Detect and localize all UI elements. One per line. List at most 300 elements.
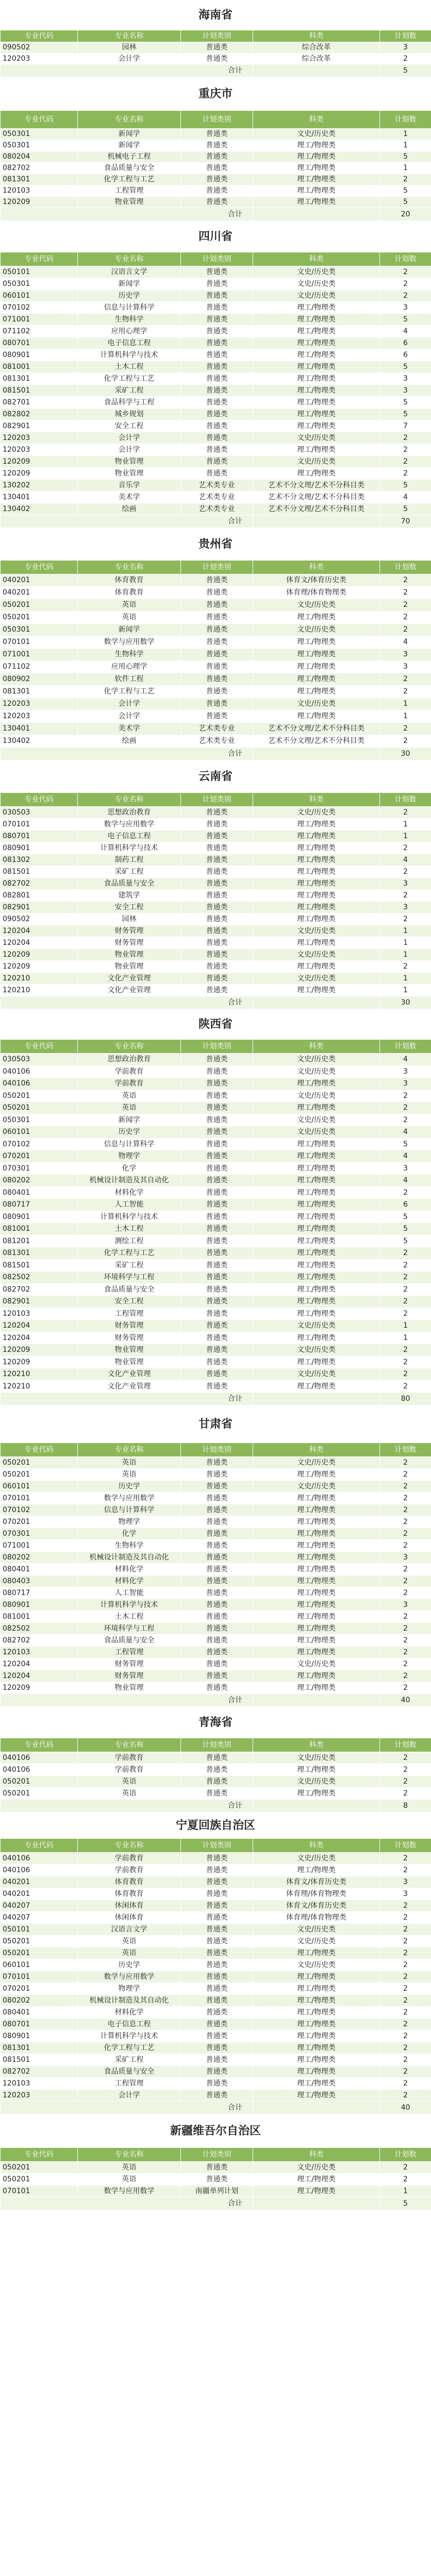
column-header: 专业代码 — [1, 1040, 78, 1054]
cell-plan-type: 艺术类专业 — [181, 492, 253, 503]
table-row — [1, 1995, 431, 2007]
table-row — [1, 1924, 431, 1936]
cell-count: 2 — [380, 1947, 431, 1959]
table-row — [1, 2162, 431, 2174]
cell-subject: 文史/历史类 — [253, 456, 380, 468]
cell-count: 5 — [380, 1235, 431, 1247]
table-row — [1, 2042, 431, 2054]
cell-plan-type: 普通类 — [181, 1504, 253, 1516]
cell-plan-type: 普通类 — [181, 1126, 253, 1139]
cell-major: 物理学 — [78, 1983, 181, 1995]
table-row — [1, 1138, 431, 1150]
cell-plan-type: 普通类 — [181, 1065, 253, 1078]
cell-subject: 理工/物理类 — [253, 314, 380, 326]
cell-count: 5 — [380, 197, 431, 208]
cell-code: 040106 — [1, 1865, 78, 1876]
cell-count: 2 — [380, 2066, 431, 2078]
table-row — [1, 1272, 431, 1284]
cell-code: 120203 — [1, 698, 78, 710]
cell-major: 数学与应用数学 — [78, 819, 181, 831]
cell-count: 2 — [380, 890, 431, 902]
cell-subject: 艺术不分文理/艺术不分科目类 — [253, 492, 380, 503]
cell-count: 6 — [380, 337, 431, 349]
cell-code: 070102 — [1, 1138, 78, 1150]
cell-code: 082901 — [1, 420, 78, 432]
cell-count: 1 — [380, 985, 431, 996]
table-row — [1, 349, 431, 361]
cell-plan-type: 普通类 — [181, 1175, 253, 1187]
cell-code: 050201 — [1, 1457, 78, 1469]
cell-subject: 理工/物理类 — [253, 385, 380, 397]
cell-code: 120209 — [1, 1356, 78, 1368]
cell-subject: 文史/历史类 — [253, 599, 380, 612]
table-row — [1, 686, 431, 698]
cell-plan-type: 普通类 — [181, 163, 253, 174]
cell-count: 5 — [380, 1223, 431, 1235]
cell-plan-type: 普通类 — [181, 661, 253, 673]
table-row — [1, 492, 431, 503]
cell-count: 2 — [380, 1296, 431, 1308]
cell-count: 1 — [380, 949, 431, 961]
cell-count: 2 — [380, 1283, 431, 1296]
column-header: 专业名称 — [78, 793, 181, 807]
cell-major: 物理学 — [78, 1516, 181, 1528]
cell-major: 信息与计算科学 — [78, 302, 181, 314]
cell-code: 070102 — [1, 302, 78, 314]
cell-plan-type: 普通类 — [181, 2174, 253, 2185]
cell-code: 120103 — [1, 1308, 78, 1320]
cell-major: 安全工程 — [78, 902, 181, 913]
table-row — [1, 432, 431, 444]
cell-major: 采矿工程 — [78, 385, 181, 397]
table-row — [1, 2174, 431, 2185]
cell-major: 历史学 — [78, 290, 181, 302]
cell-major: 新闻学 — [78, 140, 181, 151]
cell-plan-type: 普通类 — [181, 1912, 253, 1924]
total-spacer — [253, 996, 380, 1009]
table-row — [1, 842, 431, 854]
cell-subject: 文史/历史类 — [253, 1065, 380, 1078]
cell-major: 英语 — [78, 1776, 181, 1788]
cell-major: 学前教育 — [78, 1078, 181, 1090]
table-row — [1, 913, 431, 925]
table-row — [1, 1187, 431, 1199]
cell-code: 040201 — [1, 1876, 78, 1888]
cell-major: 新闻学 — [78, 1114, 181, 1126]
cell-major: 园林 — [78, 42, 181, 54]
table-row — [1, 1368, 431, 1381]
table-row — [1, 673, 431, 686]
total-count: 30 — [380, 748, 431, 760]
total-spacer — [253, 1800, 380, 1812]
cell-count: 3 — [380, 649, 431, 661]
cell-subject: 体育理/体育物理类 — [253, 1912, 380, 1924]
cell-subject: 理工/物理类 — [253, 163, 380, 174]
cell-count: 5 — [380, 409, 431, 420]
cell-count: 2 — [380, 2054, 431, 2066]
table-header-row — [1, 30, 431, 42]
cell-major: 物业管理 — [78, 197, 181, 208]
cell-plan-type: 普通类 — [181, 361, 253, 373]
column-header: 专业代码 — [1, 2148, 78, 2162]
cell-subject: 理工/物理类 — [253, 2030, 380, 2042]
cell-major: 物业管理 — [78, 1356, 181, 1368]
column-header: 计划类别 — [181, 30, 253, 42]
cell-code: 130202 — [1, 480, 78, 492]
cell-code: 080401 — [1, 1187, 78, 1199]
cell-code: 070301 — [1, 1162, 78, 1175]
cell-code: 081001 — [1, 361, 78, 373]
cell-major: 食品质量与安全 — [78, 2066, 181, 2078]
cell-code: 080901 — [1, 2030, 78, 2042]
cell-plan-type: 普通类 — [181, 624, 253, 636]
table-row — [1, 1126, 431, 1139]
cell-count: 2 — [380, 278, 431, 290]
table-row — [1, 807, 431, 819]
cell-major: 会计学 — [78, 432, 181, 444]
cell-major: 测绘工程 — [78, 1235, 181, 1247]
cell-count: 2 — [380, 1764, 431, 1776]
cell-code: 060101 — [1, 1959, 78, 1971]
cell-plan-type: 普通类 — [181, 587, 253, 599]
table-row — [1, 1788, 431, 1800]
cell-plan-type: 普通类 — [181, 1211, 253, 1223]
cell-code: 070101 — [1, 1971, 78, 1983]
cell-subject: 文史/历史类 — [253, 129, 380, 140]
cell-code: 080901 — [1, 1599, 78, 1611]
column-header: 专业代码 — [1, 793, 78, 807]
cell-subject: 艺术不分文理/艺术不分科目类 — [253, 723, 380, 735]
province-section — [0, 2114, 431, 2210]
table-row — [1, 1235, 431, 1247]
cell-subject: 理工/物理类 — [253, 349, 380, 361]
cell-count: 2 — [380, 1504, 431, 1516]
column-header: 计划数 — [380, 793, 431, 807]
total-count: 30 — [380, 996, 431, 1009]
cell-plan-type: 普通类 — [181, 326, 253, 337]
table-row — [1, 574, 431, 587]
cell-plan-type: 普通类 — [181, 1764, 253, 1776]
cell-subject: 体育文/体育历史类 — [253, 1876, 380, 1888]
plan-table — [0, 30, 431, 77]
table-row — [1, 1078, 431, 1090]
cell-plan-type: 普通类 — [181, 1380, 253, 1393]
cell-major: 物业管理 — [78, 961, 181, 973]
cell-subject: 理工/物理类 — [253, 1308, 380, 1320]
column-header: 计划类别 — [181, 111, 253, 129]
cell-major: 物理学 — [78, 1150, 181, 1163]
table-row — [1, 1199, 431, 1211]
table-row — [1, 2185, 431, 2197]
cell-plan-type: 普通类 — [181, 1247, 253, 1260]
cell-code: 080701 — [1, 337, 78, 349]
cell-major: 计算机科学与技术 — [78, 1599, 181, 1611]
cell-count: 3 — [380, 902, 431, 913]
cell-plan-type: 普通类 — [181, 1469, 253, 1481]
cell-code: 130401 — [1, 723, 78, 735]
cell-plan-type: 普通类 — [181, 2066, 253, 2078]
plan-table — [0, 792, 431, 1009]
cell-count: 3 — [380, 385, 431, 397]
cell-plan-type: 普通类 — [181, 1272, 253, 1284]
cell-plan-type: 普通类 — [181, 686, 253, 698]
cell-major: 电子信息工程 — [78, 2019, 181, 2030]
cell-major: 学前教育 — [78, 1865, 181, 1876]
cell-subject: 文史/历史类 — [253, 949, 380, 961]
cell-major: 材料化学 — [78, 2007, 181, 2019]
column-header: 科类 — [253, 793, 380, 807]
total-count: 40 — [380, 2102, 431, 2114]
cell-count: 2 — [380, 1752, 431, 1764]
cell-major: 休闲体育 — [78, 1912, 181, 1924]
cell-plan-type: 普通类 — [181, 456, 253, 468]
cell-count: 2 — [380, 866, 431, 878]
cell-subject: 理工/物理类 — [253, 420, 380, 432]
cell-count: 6 — [380, 349, 431, 361]
total-label: 合计 — [1, 1694, 253, 1707]
cell-major: 文化产业管理 — [78, 973, 181, 985]
cell-code: 120209 — [1, 197, 78, 208]
table-row — [1, 2066, 431, 2078]
total-label: 合计 — [1, 996, 253, 1009]
cell-count: 2 — [380, 1457, 431, 1469]
cell-major: 英语 — [78, 599, 181, 612]
cell-code: 070102 — [1, 1504, 78, 1516]
table-header-row — [1, 561, 431, 574]
province-title: 新疆维吾尔自治区 — [170, 2124, 261, 2138]
cell-plan-type: 艺术类专业 — [181, 723, 253, 735]
cell-code: 080701 — [1, 2019, 78, 2030]
cell-subject: 文史/历史类 — [253, 1344, 380, 1357]
cell-plan-type: 普通类 — [181, 1102, 253, 1114]
cell-plan-type: 普通类 — [181, 1187, 253, 1199]
cell-subject: 理工/物理类 — [253, 1162, 380, 1175]
cell-code: 120210 — [1, 973, 78, 985]
cell-count: 4 — [380, 1150, 431, 1163]
province-section — [0, 1707, 431, 1812]
cell-subject: 理工/物理类 — [253, 185, 380, 197]
cell-major: 数学与应用数学 — [78, 1971, 181, 1983]
cell-subject: 理工/物理类 — [253, 397, 380, 409]
cell-plan-type: 普通类 — [181, 185, 253, 197]
cell-count: 1 — [380, 698, 431, 710]
table-header-row — [1, 2148, 431, 2162]
cell-subject: 理工/物理类 — [253, 1272, 380, 1284]
cell-subject: 理工/物理类 — [253, 1528, 380, 1540]
cell-subject: 理工/物理类 — [253, 854, 380, 866]
cell-plan-type: 普通类 — [181, 1223, 253, 1235]
cell-major: 安全工程 — [78, 1296, 181, 1308]
table-row — [1, 1054, 431, 1066]
cell-plan-type: 普通类 — [181, 866, 253, 878]
cell-count: 3 — [380, 878, 431, 890]
cell-plan-type: 普通类 — [181, 1344, 253, 1357]
cell-major: 会计学 — [78, 2090, 181, 2102]
cell-count: 5 — [380, 480, 431, 492]
province-title: 四川省 — [198, 230, 233, 243]
column-header: 专业名称 — [78, 2148, 181, 2162]
cell-code: 120204 — [1, 925, 78, 937]
cell-subject: 艺术不分文理/艺术不分科目类 — [253, 735, 380, 748]
cell-code: 080701 — [1, 831, 78, 842]
cell-plan-type: 普通类 — [181, 1865, 253, 1876]
cell-major: 美术学 — [78, 723, 181, 735]
table-row — [1, 1623, 431, 1635]
cell-subject: 理工/物理类 — [253, 1635, 380, 1647]
cell-count: 2 — [380, 1380, 431, 1393]
cell-count: 1 — [380, 163, 431, 174]
table-row — [1, 53, 431, 64]
table-row — [1, 1332, 431, 1344]
cell-code: 120209 — [1, 949, 78, 961]
table-row — [1, 1587, 431, 1599]
cell-plan-type: 艺术类专业 — [181, 480, 253, 492]
cell-major: 新闻学 — [78, 129, 181, 140]
cell-plan-type: 普通类 — [181, 337, 253, 349]
cell-code: 050201 — [1, 2174, 78, 2185]
table-row — [1, 1853, 431, 1865]
cell-major: 化学工程与工艺 — [78, 686, 181, 698]
cell-code: 081501 — [1, 866, 78, 878]
plan-table — [0, 1443, 431, 1707]
cell-major: 文化产业管理 — [78, 1380, 181, 1393]
cell-major: 化学工程与工艺 — [78, 373, 181, 385]
cell-plan-type: 普通类 — [181, 302, 253, 314]
cell-count: 2 — [380, 456, 431, 468]
cell-plan-type: 普通类 — [181, 649, 253, 661]
cell-code: 070101 — [1, 636, 78, 649]
table-row — [1, 1900, 431, 1912]
cell-plan-type: 南疆单列计划 — [181, 2185, 253, 2197]
cell-count: 5 — [380, 151, 431, 163]
cell-major: 环境科学与工程 — [78, 1272, 181, 1284]
cell-major: 学前教育 — [78, 1764, 181, 1776]
cell-plan-type: 普通类 — [181, 1900, 253, 1912]
cell-code: 120204 — [1, 1658, 78, 1670]
cell-count: 5 — [380, 1138, 431, 1150]
cell-major: 绘画 — [78, 735, 181, 748]
cell-count: 2 — [380, 735, 431, 748]
cell-count: 2 — [380, 1587, 431, 1599]
column-header: 专业名称 — [78, 30, 181, 42]
cell-major: 财务管理 — [78, 937, 181, 949]
cell-subject: 理工/物理类 — [253, 444, 380, 456]
cell-plan-type: 普通类 — [181, 599, 253, 612]
cell-subject: 理工/物理类 — [253, 151, 380, 163]
cell-major: 材料化学 — [78, 1564, 181, 1575]
cell-code: 050201 — [1, 1102, 78, 1114]
cell-count: 2 — [380, 587, 431, 599]
cell-major: 材料化学 — [78, 1187, 181, 1199]
cell-plan-type: 普通类 — [181, 1564, 253, 1575]
cell-major: 财务管理 — [78, 1670, 181, 1682]
table-row — [1, 1540, 431, 1552]
table-row — [1, 1764, 431, 1776]
cell-major: 会计学 — [78, 444, 181, 456]
cell-major: 文化产业管理 — [78, 985, 181, 996]
total-label: 合计 — [1, 1800, 253, 1812]
cell-major: 物业管理 — [78, 1682, 181, 1694]
cell-subject: 体育理/体育物理类 — [253, 1888, 380, 1900]
cell-plan-type: 普通类 — [181, 807, 253, 819]
table-row — [1, 1320, 431, 1332]
table-row — [1, 587, 431, 599]
cell-code: 120103 — [1, 1647, 78, 1658]
total-spacer — [253, 748, 380, 760]
table-header-row — [1, 793, 431, 807]
cell-subject: 理工/物理类 — [253, 831, 380, 842]
table-row — [1, 1971, 431, 1983]
table-row — [1, 444, 431, 456]
cell-subject: 文史/历史类 — [253, 1320, 380, 1332]
cell-code: 050301 — [1, 1114, 78, 1126]
table-row — [1, 902, 431, 913]
cell-plan-type: 普通类 — [181, 373, 253, 385]
cell-subject: 理工/物理类 — [253, 1971, 380, 1983]
cell-plan-type: 普通类 — [181, 1356, 253, 1368]
cell-code: 082502 — [1, 1623, 78, 1635]
cell-code: 081501 — [1, 1259, 78, 1272]
cell-subject: 理工/物理类 — [253, 1199, 380, 1211]
table-row — [1, 1865, 431, 1876]
cell-count: 1 — [380, 831, 431, 842]
cell-subject: 文史/历史类 — [253, 1457, 380, 1469]
cell-code: 120203 — [1, 444, 78, 456]
plan-table — [0, 1039, 431, 1405]
cell-count: 2 — [380, 1114, 431, 1126]
cell-count: 2 — [380, 1368, 431, 1381]
cell-subject: 综合改革 — [253, 42, 380, 54]
cell-subject: 理工/物理类 — [253, 2042, 380, 2054]
province-title: 陕西省 — [198, 1018, 233, 1031]
cell-code: 050201 — [1, 1776, 78, 1788]
cell-major: 体育教育 — [78, 587, 181, 599]
cell-major: 英语 — [78, 1469, 181, 1481]
cell-major: 化学 — [78, 1528, 181, 1540]
column-header: 计划数 — [380, 561, 431, 574]
cell-code: 050201 — [1, 612, 78, 624]
cell-subject: 理工/物理类 — [253, 2185, 380, 2197]
cell-code: 080403 — [1, 1575, 78, 1587]
cell-code: 120210 — [1, 985, 78, 996]
table-row — [1, 599, 431, 612]
cell-subject: 理工/物理类 — [253, 1504, 380, 1516]
table-row — [1, 361, 431, 373]
table-row — [1, 2019, 431, 2030]
province-title: 甘肃省 — [198, 1417, 233, 1431]
total-label: 合计 — [1, 2102, 253, 2114]
cell-subject: 理工/物理类 — [253, 2007, 380, 2019]
table-row — [1, 636, 431, 649]
cell-subject: 理工/物理类 — [253, 2054, 380, 2066]
cell-major: 会计学 — [78, 710, 181, 723]
total-spacer — [253, 1694, 380, 1707]
cell-code: 080202 — [1, 1995, 78, 2007]
table-row — [1, 661, 431, 673]
cell-count: 2 — [380, 1682, 431, 1694]
cell-subject: 理工/物理类 — [253, 1211, 380, 1223]
cell-plan-type: 普通类 — [181, 831, 253, 842]
cell-code: 082901 — [1, 902, 78, 913]
table-row — [1, 1635, 431, 1647]
cell-subject: 文史/历史类 — [253, 1853, 380, 1865]
table-row — [1, 266, 431, 278]
cell-major: 城乡规划 — [78, 409, 181, 420]
table-row — [1, 1344, 431, 1357]
cell-plan-type: 普通类 — [181, 854, 253, 866]
province-section — [0, 1405, 431, 1707]
cell-major: 英语 — [78, 2162, 181, 2174]
